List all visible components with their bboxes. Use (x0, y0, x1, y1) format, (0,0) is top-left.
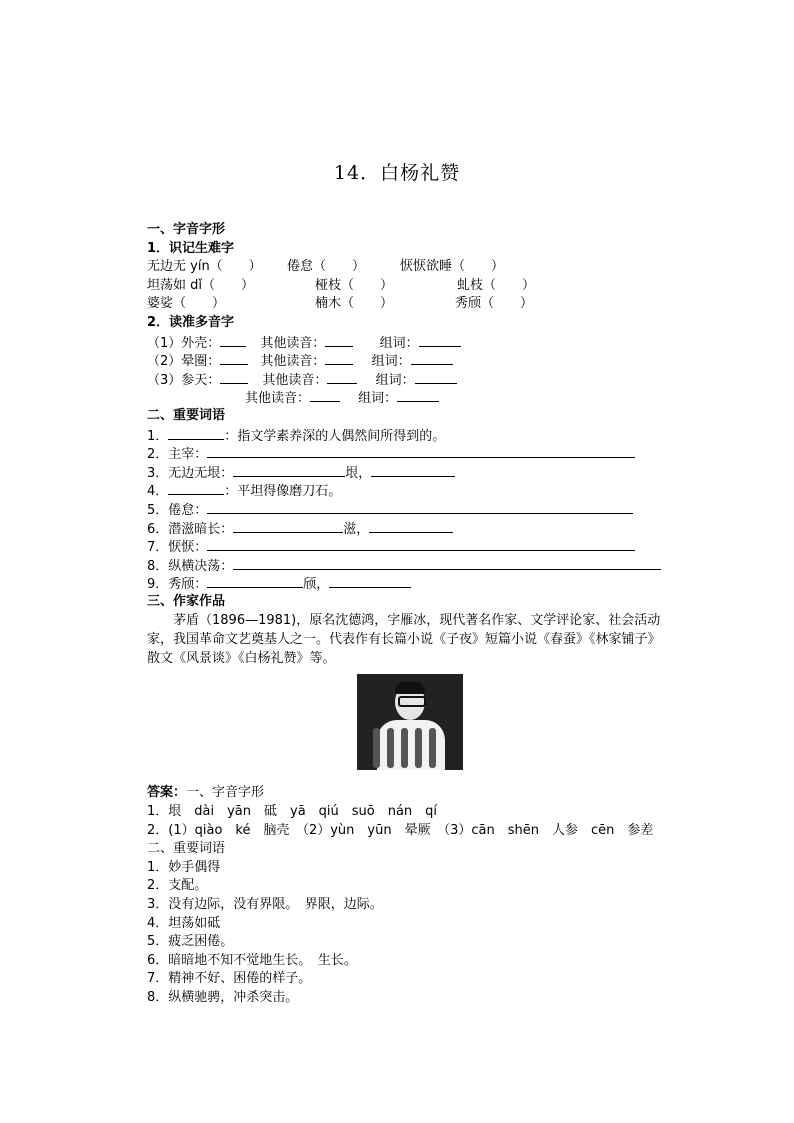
item-text: 垠， (345, 465, 372, 481)
subheading: 1．识记生难字 (147, 240, 235, 256)
answer-line: 8．纵横驰骋，冲杀突击。 (147, 990, 299, 1005)
poly-row (147, 370, 672, 389)
content (147, 221, 672, 1008)
poly-row (147, 351, 672, 370)
poly-word: （2）晕圈： (147, 354, 221, 370)
answer-blank[interactable] (207, 574, 303, 588)
answer-blank[interactable] (371, 463, 455, 477)
item-number: 6． (147, 521, 169, 537)
char-item: 坦荡如 dǐ（ ） (147, 277, 254, 293)
vocab-item (147, 519, 672, 538)
poly-word: （1）外壳： (147, 335, 221, 351)
poly-group: 组词： (371, 354, 411, 370)
answer-blank[interactable] (207, 500, 633, 514)
section-heading: 二、重要词语 (147, 407, 226, 423)
item-text: 滋， (343, 521, 370, 537)
answer-line: 6．暗暗地不知不觉地生长。 生长。 (147, 952, 357, 968)
answer-blank[interactable] (310, 388, 340, 402)
page-title: 14．白杨礼赞 (333, 162, 461, 184)
item-text: 恹恹： (168, 540, 208, 556)
photo-container (147, 674, 672, 770)
poly-other: 其他读音： (260, 354, 326, 370)
answer-heading (147, 784, 672, 803)
poly-other: 其他读音： (262, 372, 328, 388)
vocab-item (147, 537, 672, 556)
answer-blank[interactable] (207, 444, 635, 458)
answer-blank[interactable] (411, 351, 453, 365)
answer-label: 答案： (147, 785, 187, 801)
item-number: 9． (147, 577, 169, 593)
answer-line: 1．垠 dài yān 砥 yā qiú suō nán qí (147, 804, 438, 820)
vocab-item (147, 444, 672, 463)
item-number: 1． (147, 428, 169, 444)
vocab-item (147, 500, 672, 519)
answer-blank[interactable] (220, 351, 248, 365)
answer-blank[interactable] (168, 426, 224, 440)
answer-line: 5．疲乏困倦。 (147, 934, 234, 950)
char-item: 倦怠（ ） (287, 259, 366, 275)
answer-blank[interactable] (233, 519, 343, 533)
item-text: 主宰： (168, 447, 208, 463)
answer-blank[interactable] (329, 574, 411, 588)
item-text: 颀， (303, 577, 330, 593)
poly-other: 其他读音： (260, 335, 326, 351)
answer-blank[interactable] (327, 370, 357, 384)
item-text: 倦怠： (168, 502, 208, 518)
vocab-item (147, 481, 672, 500)
poly-group: 组词： (375, 372, 415, 388)
item-text: 无边无垠： (168, 465, 234, 481)
section-heading: 一、字音字形 (147, 222, 226, 237)
answer-line: 2．支配。 (147, 878, 208, 894)
vocab-item (147, 574, 672, 593)
char-row (147, 258, 672, 277)
vocab-item (147, 556, 672, 575)
vocab-item (147, 463, 672, 482)
char-item: 虬枝（ ） (457, 277, 536, 293)
answer-blank[interactable] (233, 556, 661, 570)
answer-blank[interactable] (325, 333, 353, 347)
vocab-item (147, 426, 672, 445)
answer-subheading: 二、重要词语 (147, 841, 226, 857)
item-number: 2． (147, 447, 169, 463)
item-number: 4． (147, 484, 169, 500)
author-photo (357, 674, 463, 770)
char-item: 婆娑（ ） (147, 296, 226, 312)
answer-blank[interactable] (220, 333, 246, 347)
char-item: 秀颀（ ） (455, 296, 534, 312)
char-item: 桠枝（ ） (315, 277, 394, 293)
item-text: 秀颀： (168, 577, 208, 593)
item-text: ：指文学素养深的人偶然间所得到的。 (224, 428, 446, 444)
char-item: 楠木（ ） (315, 296, 394, 312)
char-item: 无边无 yín（ ） (147, 259, 262, 275)
answer-blank[interactable] (419, 333, 461, 347)
char-row (147, 295, 672, 314)
answer-blank[interactable] (168, 481, 224, 495)
item-number: 8． (147, 558, 169, 574)
answer-line: 7．精神不好、困倦的样子。 (147, 971, 312, 987)
item-text: 潜滋暗长： (168, 521, 234, 537)
poly-row (147, 388, 672, 407)
answer-blank[interactable] (207, 537, 635, 551)
answer-blank[interactable] (369, 519, 453, 533)
poly-word: （3）参天： (147, 372, 221, 388)
author-paragraph: 茅盾（1896—1981)，原名沈德鸿，字雁冰，现代著名作家、文学评论家、社会活动家，我国革命文艺奠基人之一。代表作有长篇小说《子夜》短篇小说《春蚕》《林家铺子》散文《风景谈》《白杨礼赞》等。 (147, 613, 661, 667)
answer-line: 4．坦荡如砥 (147, 915, 221, 931)
item-number: 3． (147, 465, 169, 481)
answer-blank[interactable] (233, 463, 345, 477)
answer-line: 2．(1）qiào ké 脑壳 （2）yùn yūn 晕厥 （3）cān shēn 人参 cēn 参差 (147, 822, 654, 838)
poly-group: 组词： (379, 335, 419, 351)
subheading: 2．读准多音字 (147, 314, 235, 330)
answer-line: 3．没有边际，没有界限。 界限，边际。 (147, 897, 383, 913)
poly-group: 组词： (358, 391, 398, 407)
answer-blank[interactable] (415, 370, 457, 384)
answer-blank[interactable] (325, 351, 353, 365)
item-text: ：平坦得像磨刀石。 (224, 484, 342, 500)
char-row (147, 277, 672, 296)
answer-subheading: 一、字音字形 (186, 785, 265, 801)
answer-blank[interactable] (397, 388, 439, 402)
item-number: 7． (147, 540, 169, 556)
char-item: 恹恹欲睡（ ） (400, 259, 505, 275)
item-number: 5． (147, 502, 169, 518)
answer-line: 1．妙手偶得 (147, 859, 221, 875)
answer-blank[interactable] (220, 370, 248, 384)
item-text: 纵横决荡： (168, 558, 234, 574)
section-heading: 三、作家作品 (147, 593, 226, 609)
poly-other: 其他读音： (245, 391, 311, 407)
poly-row (147, 333, 672, 352)
